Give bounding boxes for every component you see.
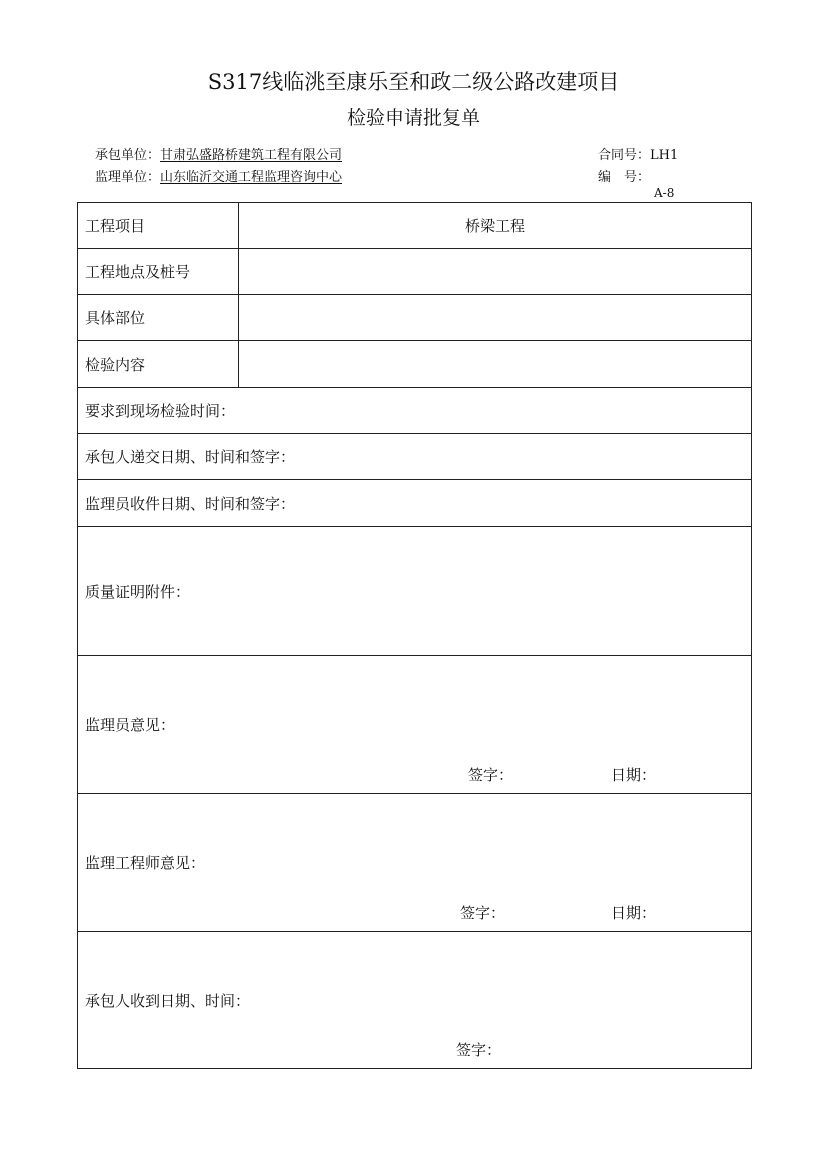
table-row — [78, 480, 752, 527]
supervisor-line — [95, 166, 342, 185]
inspection-form-table — [77, 202, 752, 1069]
engineer-opinion-section — [78, 794, 752, 932]
content-label: 检验内容 — [78, 341, 239, 388]
request-time-label: 要求到现场检验时间： — [78, 388, 752, 434]
contractor-signature-label: 签字： — [456, 1041, 502, 1059]
table-row — [78, 527, 752, 656]
table-row — [78, 203, 752, 249]
supervisor-label: 监理单位： — [95, 170, 161, 185]
contractor-receive-section — [78, 932, 752, 1069]
inspector-date-label: 日期： — [611, 766, 657, 784]
engineer-date-label: 日期： — [611, 904, 657, 922]
inspector-opinion-section — [78, 656, 752, 794]
form-code: A-8 — [654, 186, 675, 200]
contractor-value: 甘肃弘盛路桥建筑工程有限公司 — [160, 148, 343, 163]
attachments-section — [78, 527, 752, 656]
contract-number-value: LH1 — [650, 148, 679, 163]
table-row — [78, 794, 752, 932]
inspector-receive-label: 监理员收件日期、时间和签字： — [78, 480, 752, 527]
document-subtitle: 检验申请批复单 — [346, 107, 480, 129]
contractor-receive-label: 承包人收到日期、时间： — [85, 991, 251, 1010]
project-value: 桥梁工程 — [239, 203, 752, 249]
project-label: 工程项目 — [78, 203, 239, 249]
engineer-signature-label: 签字： — [460, 904, 506, 922]
part-value-cell[interactable] — [239, 295, 752, 341]
table-row — [78, 341, 752, 388]
table-row — [78, 434, 752, 480]
table-row — [78, 656, 752, 794]
table-row — [78, 932, 752, 1069]
contractor-submit-label: 承包人递交日期、时间和签字： — [78, 434, 752, 480]
attachments-label: 质量证明附件： — [85, 582, 191, 601]
engineer-opinion-label: 监理工程师意见： — [85, 854, 206, 872]
inspector-signature-label: 签字： — [468, 766, 514, 784]
contract-number-line — [598, 144, 678, 163]
contractor-line — [95, 144, 342, 163]
location-value-cell[interactable] — [239, 249, 752, 295]
supervisor-value: 山东临沂交通工程监理咨询中心 — [160, 170, 343, 185]
table-row — [78, 295, 752, 341]
contractor-label: 承包单位： — [95, 148, 161, 163]
contract-number-label: 合同号： — [598, 148, 651, 163]
document-title: S317线临洮至康乐至和政二级公路改建项目 — [207, 70, 620, 94]
inspector-opinion-label: 监理员意见： — [85, 716, 176, 734]
part-label: 具体部位 — [78, 295, 239, 341]
table-row — [78, 249, 752, 295]
table-row — [78, 388, 752, 434]
serial-number-label: 编 号： — [598, 170, 651, 185]
location-label: 工程地点及桩号 — [78, 249, 239, 295]
content-value-cell[interactable] — [239, 341, 752, 388]
